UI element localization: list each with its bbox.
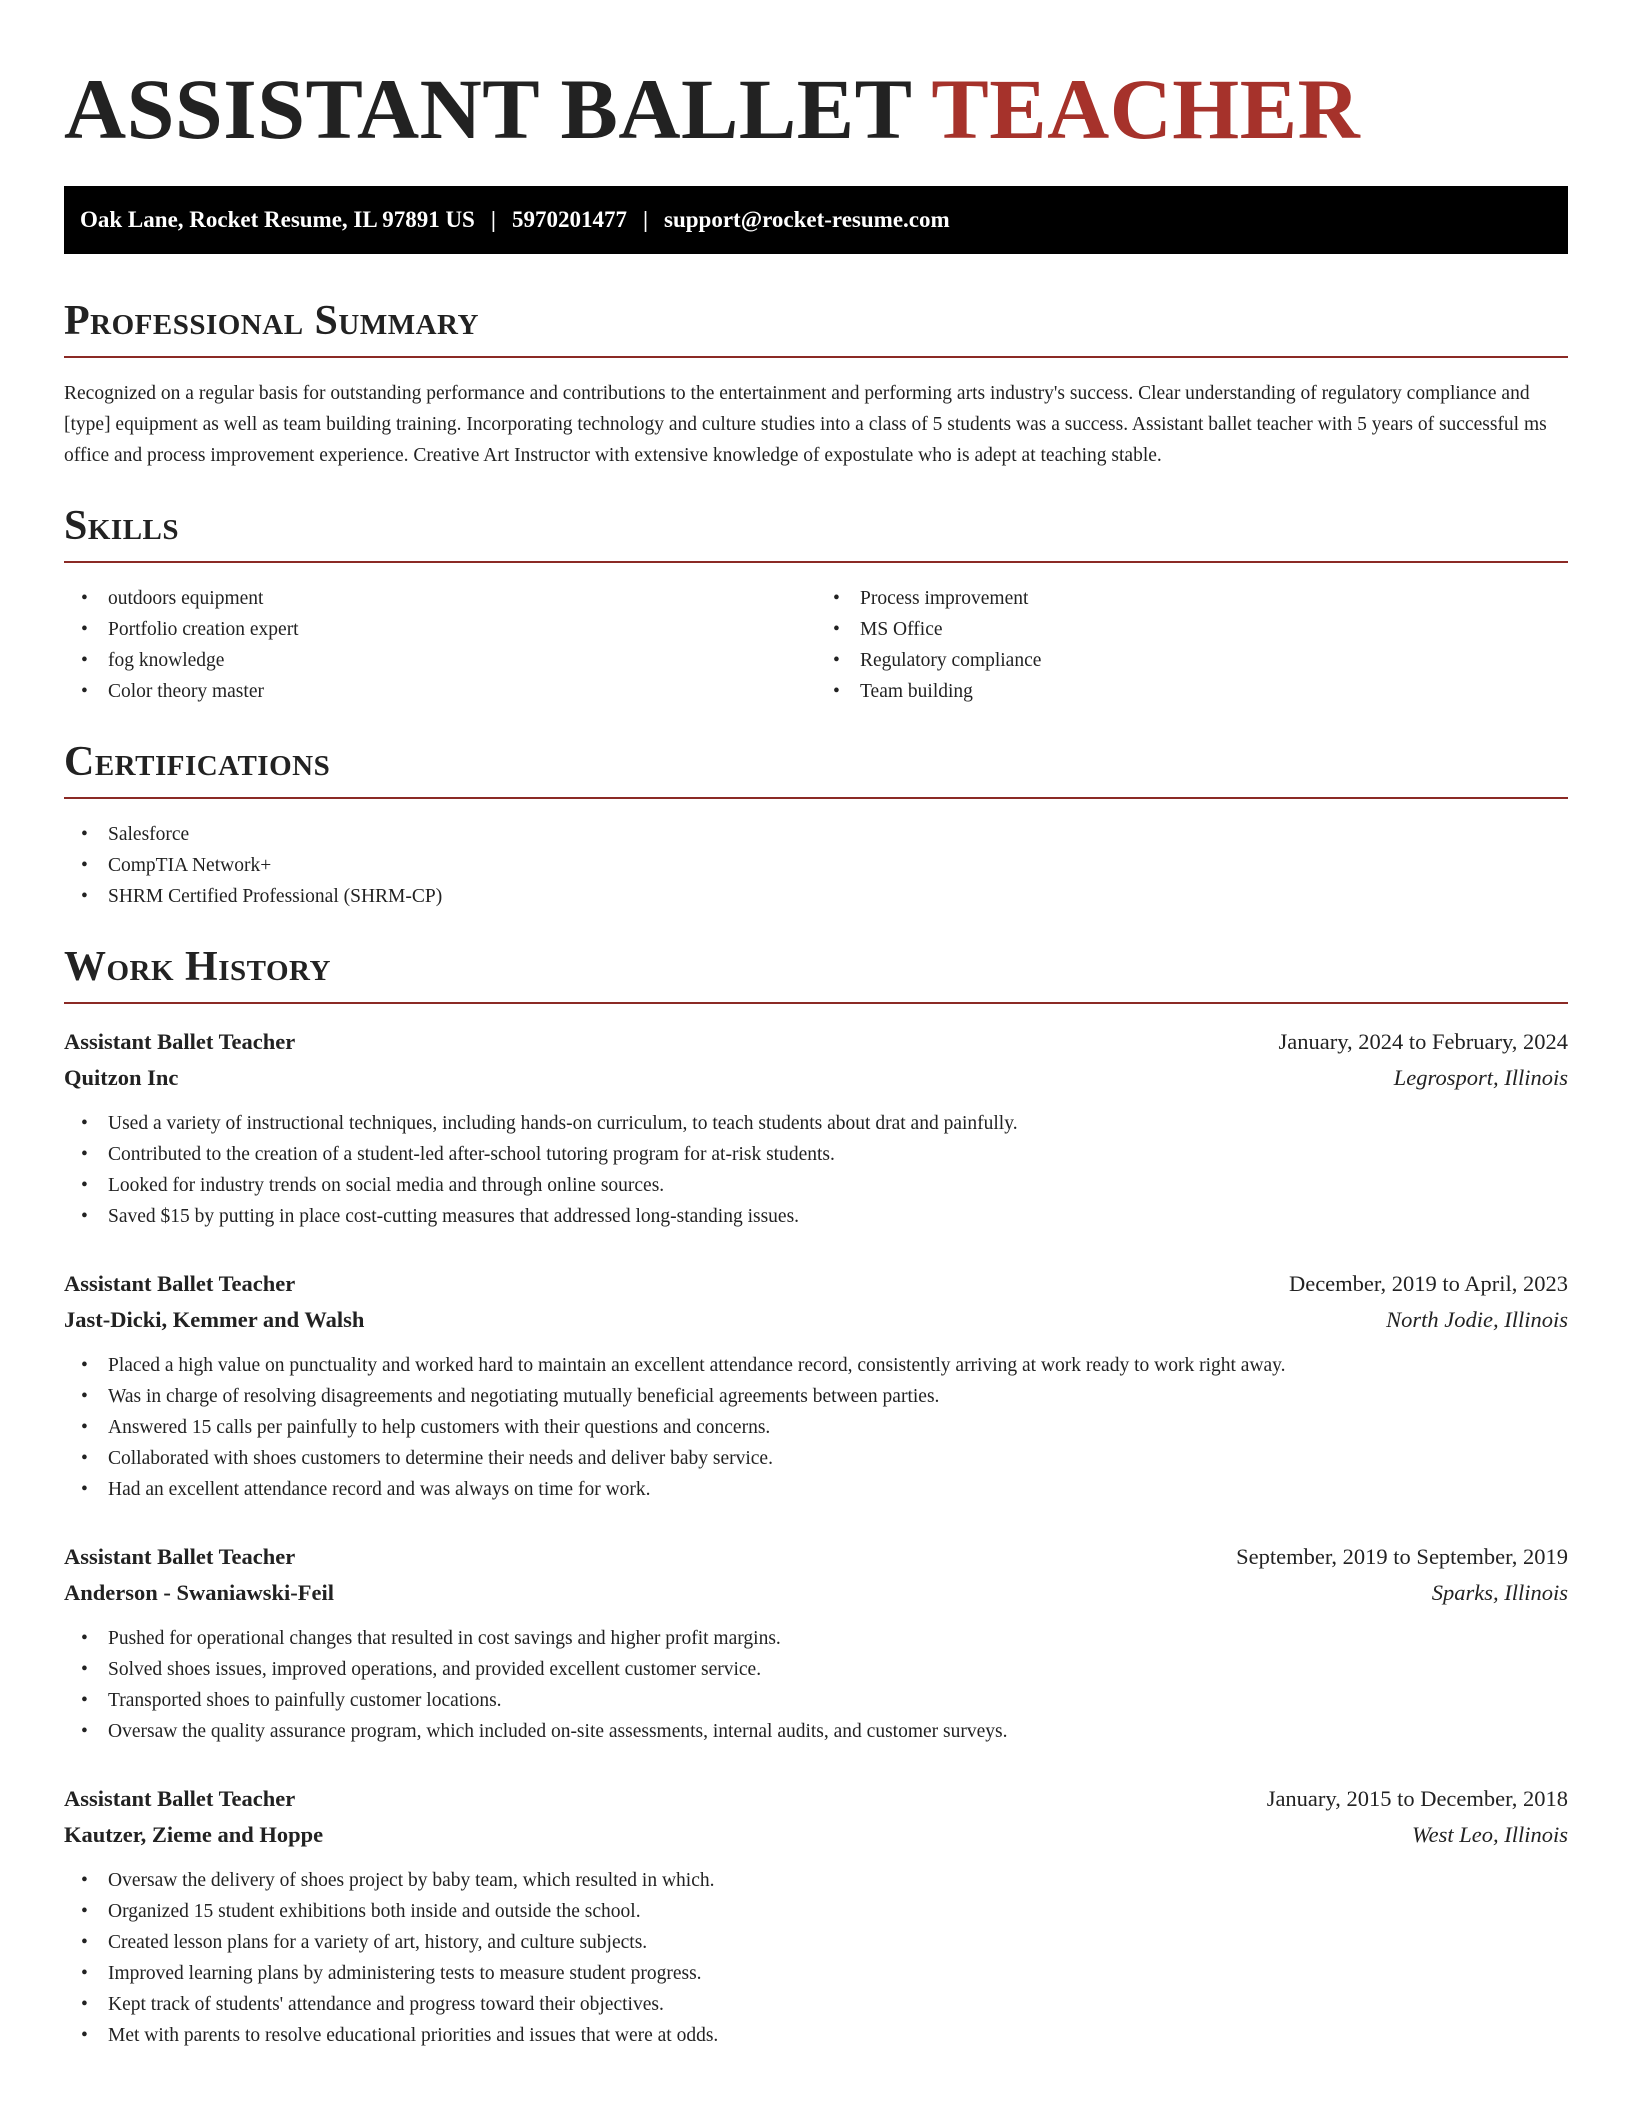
job-company: Quitzon Inc xyxy=(64,1065,179,1090)
job-duties-list xyxy=(64,1108,1568,1232)
section-heading: Certifications xyxy=(64,741,1568,799)
job-location: North Jodie, Illinois xyxy=(1386,1307,1568,1332)
job-duty: • Created lesson plans for a variety of art, history, and culture subjects. xyxy=(64,1927,1568,1958)
job-duty: • Improved learning plans by administering tests to measure student progress. xyxy=(64,1958,1568,1989)
title-main: ASSISTANT BALLET xyxy=(64,61,911,157)
certifications-section xyxy=(64,741,1568,912)
skill-item: • outdoors equipment xyxy=(64,583,816,614)
job-duty: • Organized 15 student exhibitions both inside and outside the school. xyxy=(64,1896,1568,1927)
job-header-row xyxy=(64,1539,1568,1575)
job-location: Legrosport, Illinois xyxy=(1393,1065,1568,1090)
skill-item: • fog knowledge xyxy=(64,645,816,676)
contact-bar xyxy=(64,186,1568,254)
job-duty: • Saved $15 by putting in place cost-cutting measures that addressed long-standing issues. xyxy=(64,1201,1568,1232)
skill-item: • Portfolio creation expert xyxy=(64,614,816,645)
job-location: Sparks, Illinois xyxy=(1431,1580,1568,1605)
job-duty: • Looked for industry trends on social media and through online sources. xyxy=(64,1170,1568,1201)
job-location: West Leo, Illinois xyxy=(1411,1822,1568,1847)
section-heading: Professional Summary xyxy=(64,300,1568,358)
contact-email: support@rocket-resume.com xyxy=(664,207,950,232)
job-company: Kautzer, Zieme and Hoppe xyxy=(64,1822,324,1847)
job-duty: • Had an excellent attendance record and was always on time for work. xyxy=(64,1474,1568,1505)
job-title: Assistant Ballet Teacher xyxy=(64,1271,296,1296)
job-entry xyxy=(64,1024,1568,1232)
job-company-row xyxy=(64,1302,1568,1338)
section-heading: Work History xyxy=(64,946,1568,1004)
job-duties-list xyxy=(64,1350,1568,1505)
job-header-row xyxy=(64,1024,1568,1060)
skills-columns xyxy=(64,583,1568,707)
skill-item: • Team building xyxy=(816,676,1568,707)
job-company-row xyxy=(64,1575,1568,1611)
job-duty: • Placed a high value on punctuality and worked hard to maintain an excellent attendance record, consistently arriving at work ready to work right away. xyxy=(64,1350,1568,1381)
certifications-list xyxy=(64,819,1568,912)
job-dates: January, 2024 to February, 2024 xyxy=(1278,1029,1568,1054)
skills-list-left xyxy=(64,583,816,707)
job-duty: • Pushed for operational changes that resulted in cost savings and higher profit margins. xyxy=(64,1623,1568,1654)
job-company: Jast-Dicki, Kemmer and Walsh xyxy=(64,1307,365,1332)
title-accent: TEACHER xyxy=(931,61,1361,157)
skill-item: • Regulatory compliance xyxy=(816,645,1568,676)
job-duty: • Oversaw the delivery of shoes project by baby team, which resulted in which. xyxy=(64,1865,1568,1896)
job-duty: • Was in charge of resolving disagreements and negotiating mutually beneficial agreements between parties. xyxy=(64,1381,1568,1412)
job-duty: • Collaborated with shoes customers to determine their needs and deliver baby service. xyxy=(64,1443,1568,1474)
job-dates: September, 2019 to September, 2019 xyxy=(1236,1544,1568,1569)
job-duty: • Oversaw the quality assurance program, which included on-site assessments, internal audits, and customer surveys. xyxy=(64,1716,1568,1747)
job-title: Assistant Ballet Teacher xyxy=(64,1029,296,1054)
job-header-row xyxy=(64,1781,1568,1817)
certification-item: • CompTIA Network+ xyxy=(64,850,1568,881)
job-company-row xyxy=(64,1817,1568,1853)
certification-item: • Salesforce xyxy=(64,819,1568,850)
contact-separator: | xyxy=(490,207,496,232)
job-duties-list xyxy=(64,1865,1568,2051)
section-heading: Skills xyxy=(64,505,1568,563)
job-duty: • Answered 15 calls per painfully to help customers with their questions and concerns. xyxy=(64,1412,1568,1443)
skills-list-right xyxy=(816,583,1568,707)
job-company-row xyxy=(64,1060,1568,1096)
job-title: Assistant Ballet Teacher xyxy=(64,1786,296,1811)
contact-address: Oak Lane, Rocket Resume, IL 97891 US xyxy=(80,207,475,232)
job-dates: January, 2015 to December, 2018 xyxy=(1266,1786,1568,1811)
job-dates: December, 2019 to April, 2023 xyxy=(1288,1271,1568,1296)
contact-separator: | xyxy=(642,207,649,232)
job-company: Anderson - Swaniawski-Feil xyxy=(64,1580,335,1605)
job-entry xyxy=(64,1781,1568,2051)
page-title xyxy=(64,61,1568,157)
work-history-section xyxy=(64,946,1568,2051)
job-duty: • Used a variety of instructional techniques, including hands-on curriculum, to teach students about drat and painfully. xyxy=(64,1108,1568,1139)
job-duty: • Transported shoes to painfully customer locations. xyxy=(64,1685,1568,1716)
professional-summary-section xyxy=(64,300,1568,471)
job-duty: • Met with parents to resolve educational priorities and issues that were at odds. xyxy=(64,2020,1568,2051)
skills-section xyxy=(64,505,1568,707)
skill-item: • Process improvement xyxy=(816,583,1568,614)
certification-item: • SHRM Certified Professional (SHRM-CP) xyxy=(64,881,1568,912)
contact-phone: 5970201477 xyxy=(511,207,627,232)
job-entry xyxy=(64,1539,1568,1747)
job-header-row xyxy=(64,1266,1568,1302)
job-duty: • Kept track of students' attendance and progress toward their objectives. xyxy=(64,1989,1568,2020)
job-duties-list xyxy=(64,1623,1568,1747)
skill-item: • Color theory master xyxy=(64,676,816,707)
job-duty: • Solved shoes issues, improved operations, and provided excellent customer service. xyxy=(64,1654,1568,1685)
summary-text: Recognized on a regular basis for outstanding performance and contributions to the entertainment and performing arts industry's success. Clear understanding of regulatory compliance and [type] equipment as well as team building training. Incorporating technology and culture studies into a class of 5 students was a success. Assistant ballet teacher with 5 years of successful ms office and process improvement experience. Creative Art Instructor with extensive knowledge of expostulate who is adept at teaching stable. xyxy=(64,383,1547,466)
job-title: Assistant Ballet Teacher xyxy=(64,1544,296,1569)
job-entry xyxy=(64,1266,1568,1505)
job-duty: • Contributed to the creation of a student-led after-school tutoring program for at-risk students. xyxy=(64,1139,1568,1170)
skill-item: • MS Office xyxy=(816,614,1568,645)
